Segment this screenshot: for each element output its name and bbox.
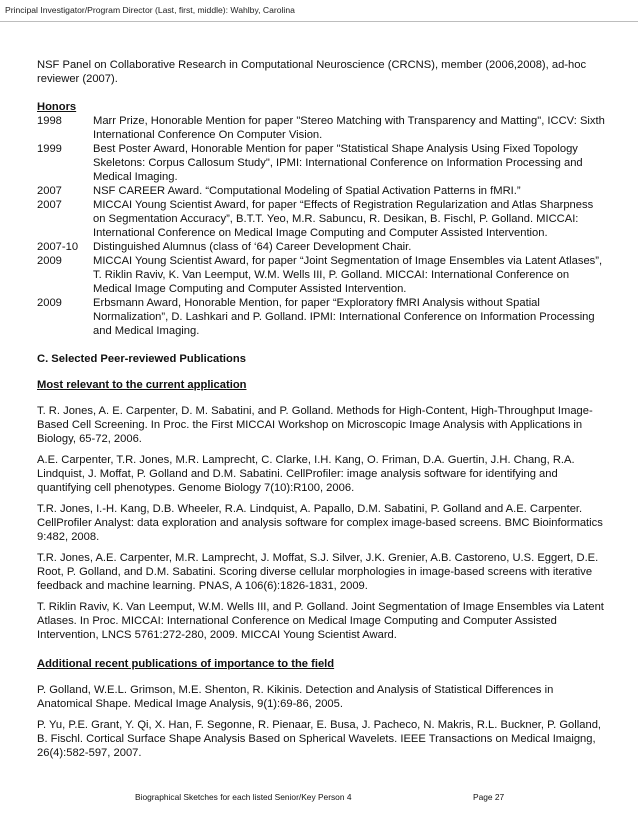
honors-title: Honors (37, 101, 77, 113)
publications-section-title: C. Selected Peer-reviewed Publications (37, 353, 246, 365)
honor-year: 1998 (37, 115, 62, 127)
publication-entry: A.E. Carpenter, T.R. Jones, M.R. Lamprecht, C. Clarke, I.H. Kang, O. Friman, D.A. Guertin, J.H. Chang, R.A. Lindquist, J. Moffat, P. Golland and D.M. Sabatini. CellProfiler: image analysis software for identifying and quantifying cell phenotypes. Genome Biology 7(10):R100, 2006. (37, 454, 575, 494)
panel-membership: NSF Panel on Collaborative Research in Computational Neuroscience (CRCNS), member (2006,2008), ad-hoc reviewer (2007). (37, 59, 587, 85)
honors-list (37, 114, 605, 338)
honor-year: 2007 (37, 199, 62, 211)
header-text: Principal Investigator/Program Director (Last, first, middle): Wahlby, Carolina (5, 5, 295, 15)
honor-text: Best Poster Award, Honorable Mention for paper "Statistical Shape Analysis Using Fixed Topology Skeletons: Corpus Callosum Study", IPMI: International Conference on Information Processing and Medical Imaging. (93, 143, 583, 183)
honor-year: 2009 (37, 297, 62, 309)
honor-item (37, 114, 605, 142)
page-number: Page 27 (473, 792, 505, 802)
publication-entry: T. R. Jones, A. E. Carpenter, D. M. Sabatini, and P. Golland. Methods for High-Content, High-Throughput Image-Based Cell Screening. In Proc. the First MICCAI Workshop on Microscopic Image Analysis with Applications in Biology, 65-72, 2006. (37, 405, 593, 445)
publication-entry: T.R. Jones, A.E. Carpenter, M.R. Lamprecht, J. Moffat, S.J. Silver, J.K. Grenier, A.B. Castoreno, U.S. Eggert, D.E. Root, P. Golland, and D.M. Sabatini. Scoring diverse cellular morphologies in image-based screens with iterative feedback and machine learning. PNAS, A 106(6):1826-1831, 2009. (37, 552, 599, 592)
most-relevant-list (37, 404, 605, 642)
honor-text: MICCAI Young Scientist Award, for paper “Effects of Registration Regularization and Atlas Sharpness on Segmentation Accuracy”, B.T.T. Yeo, M.R. Sabuncu, R. Desikan, B. Fischl, P. Golland. MICCAI: International Conference on Medical Image Computing and Computer Assisted Intervention. (93, 199, 594, 239)
honor-item (37, 142, 605, 184)
additional-publications-list (37, 683, 605, 760)
page-header (0, 0, 638, 22)
document-body (37, 58, 605, 767)
additional-publications-title: Additional recent publications of importance to the field (37, 658, 335, 670)
honor-item (37, 198, 605, 240)
page-footer (0, 788, 638, 808)
honor-item (37, 184, 605, 198)
honor-item (37, 296, 605, 338)
honor-text: NSF CAREER Award. “Computational Modeling of Spatial Activation Patterns in fMRI.” (93, 185, 521, 197)
publication-entry: T. Riklin Raviv, K. Van Leemput, W.M. Wells III, and P. Golland. Joint Segmentation of Image Ensembles via Latent Atlases. In Proc. MICCAI: International Conference on Medical Image Computing and Computer Assisted Intervention, LNCS 5761:272-280, 2009. MICCAI Young Scientist Award. (37, 601, 604, 641)
publication-entry: P. Yu, P.E. Grant, Y. Qi, X. Han, F. Segonne, R. Pienaar, E. Busa, J. Pacheco, N. Makris, R.L. Buckner, P. Golland, B. Fischl. Cortical Surface Shape Analysis Based on Spherical Wavelets. IEEE Transactions on Medical Imaigng, 26(4):582-597, 2007. (37, 719, 602, 759)
honor-item (37, 240, 605, 254)
honor-text: MICCAI Young Scientist Award, for paper “Joint Segmentation of Image Ensembles via Latent Atlases”, T. Riklin Raviv, K. Van Leemput, W.M. Wells III, P. Golland. MICCAI: International Conference on Medical Image Computing and Computer Assisted Intervention. (93, 255, 603, 295)
publication-entry: T.R. Jones, I.-H. Kang, D.B. Wheeler, R.A. Lindquist, A. Papallo, D.M. Sabatini, P. Golland and A.E. Carpenter. CellProfiler Analyst: data exploration and analysis software for complex image-based screens. BMC Bioinformatics 9:482, 2008. (37, 503, 603, 543)
honor-text: Marr Prize, Honorable Mention for paper "Stereo Matching with Transparency and Matting", ICCV: Sixth International Conference On Computer Vision. (93, 115, 605, 141)
honor-year: 1999 (37, 143, 62, 155)
honor-text: Erbsmann Award, Honorable Mention, for paper “Exploratory fMRI Analysis without Spatial Normalization”, D. Lashkari and P. Golland. IPMI: International Conference on Information Processing and Medical Imaging. (93, 297, 595, 337)
honor-year: 2007-10 (37, 241, 79, 253)
honor-year: 2009 (37, 255, 62, 267)
honor-item (37, 254, 605, 296)
most-relevant-title: Most relevant to the current application (37, 379, 247, 391)
publication-entry: P. Golland, W.E.L. Grimson, M.E. Shenton, R. Kikinis. Detection and Analysis of Statistical Differences in Anatomical Shape. Medical Image Analysis, 9(1):69-86, 2005. (37, 684, 554, 710)
footer-caption: Biographical Sketches for each listed Senior/Key Person 4 (135, 792, 352, 802)
honors-section (37, 100, 605, 338)
honor-year: 2007 (37, 185, 62, 197)
honor-text: Distinguished Alumnus (class of ‘64) Career Development Chair. (93, 241, 412, 253)
